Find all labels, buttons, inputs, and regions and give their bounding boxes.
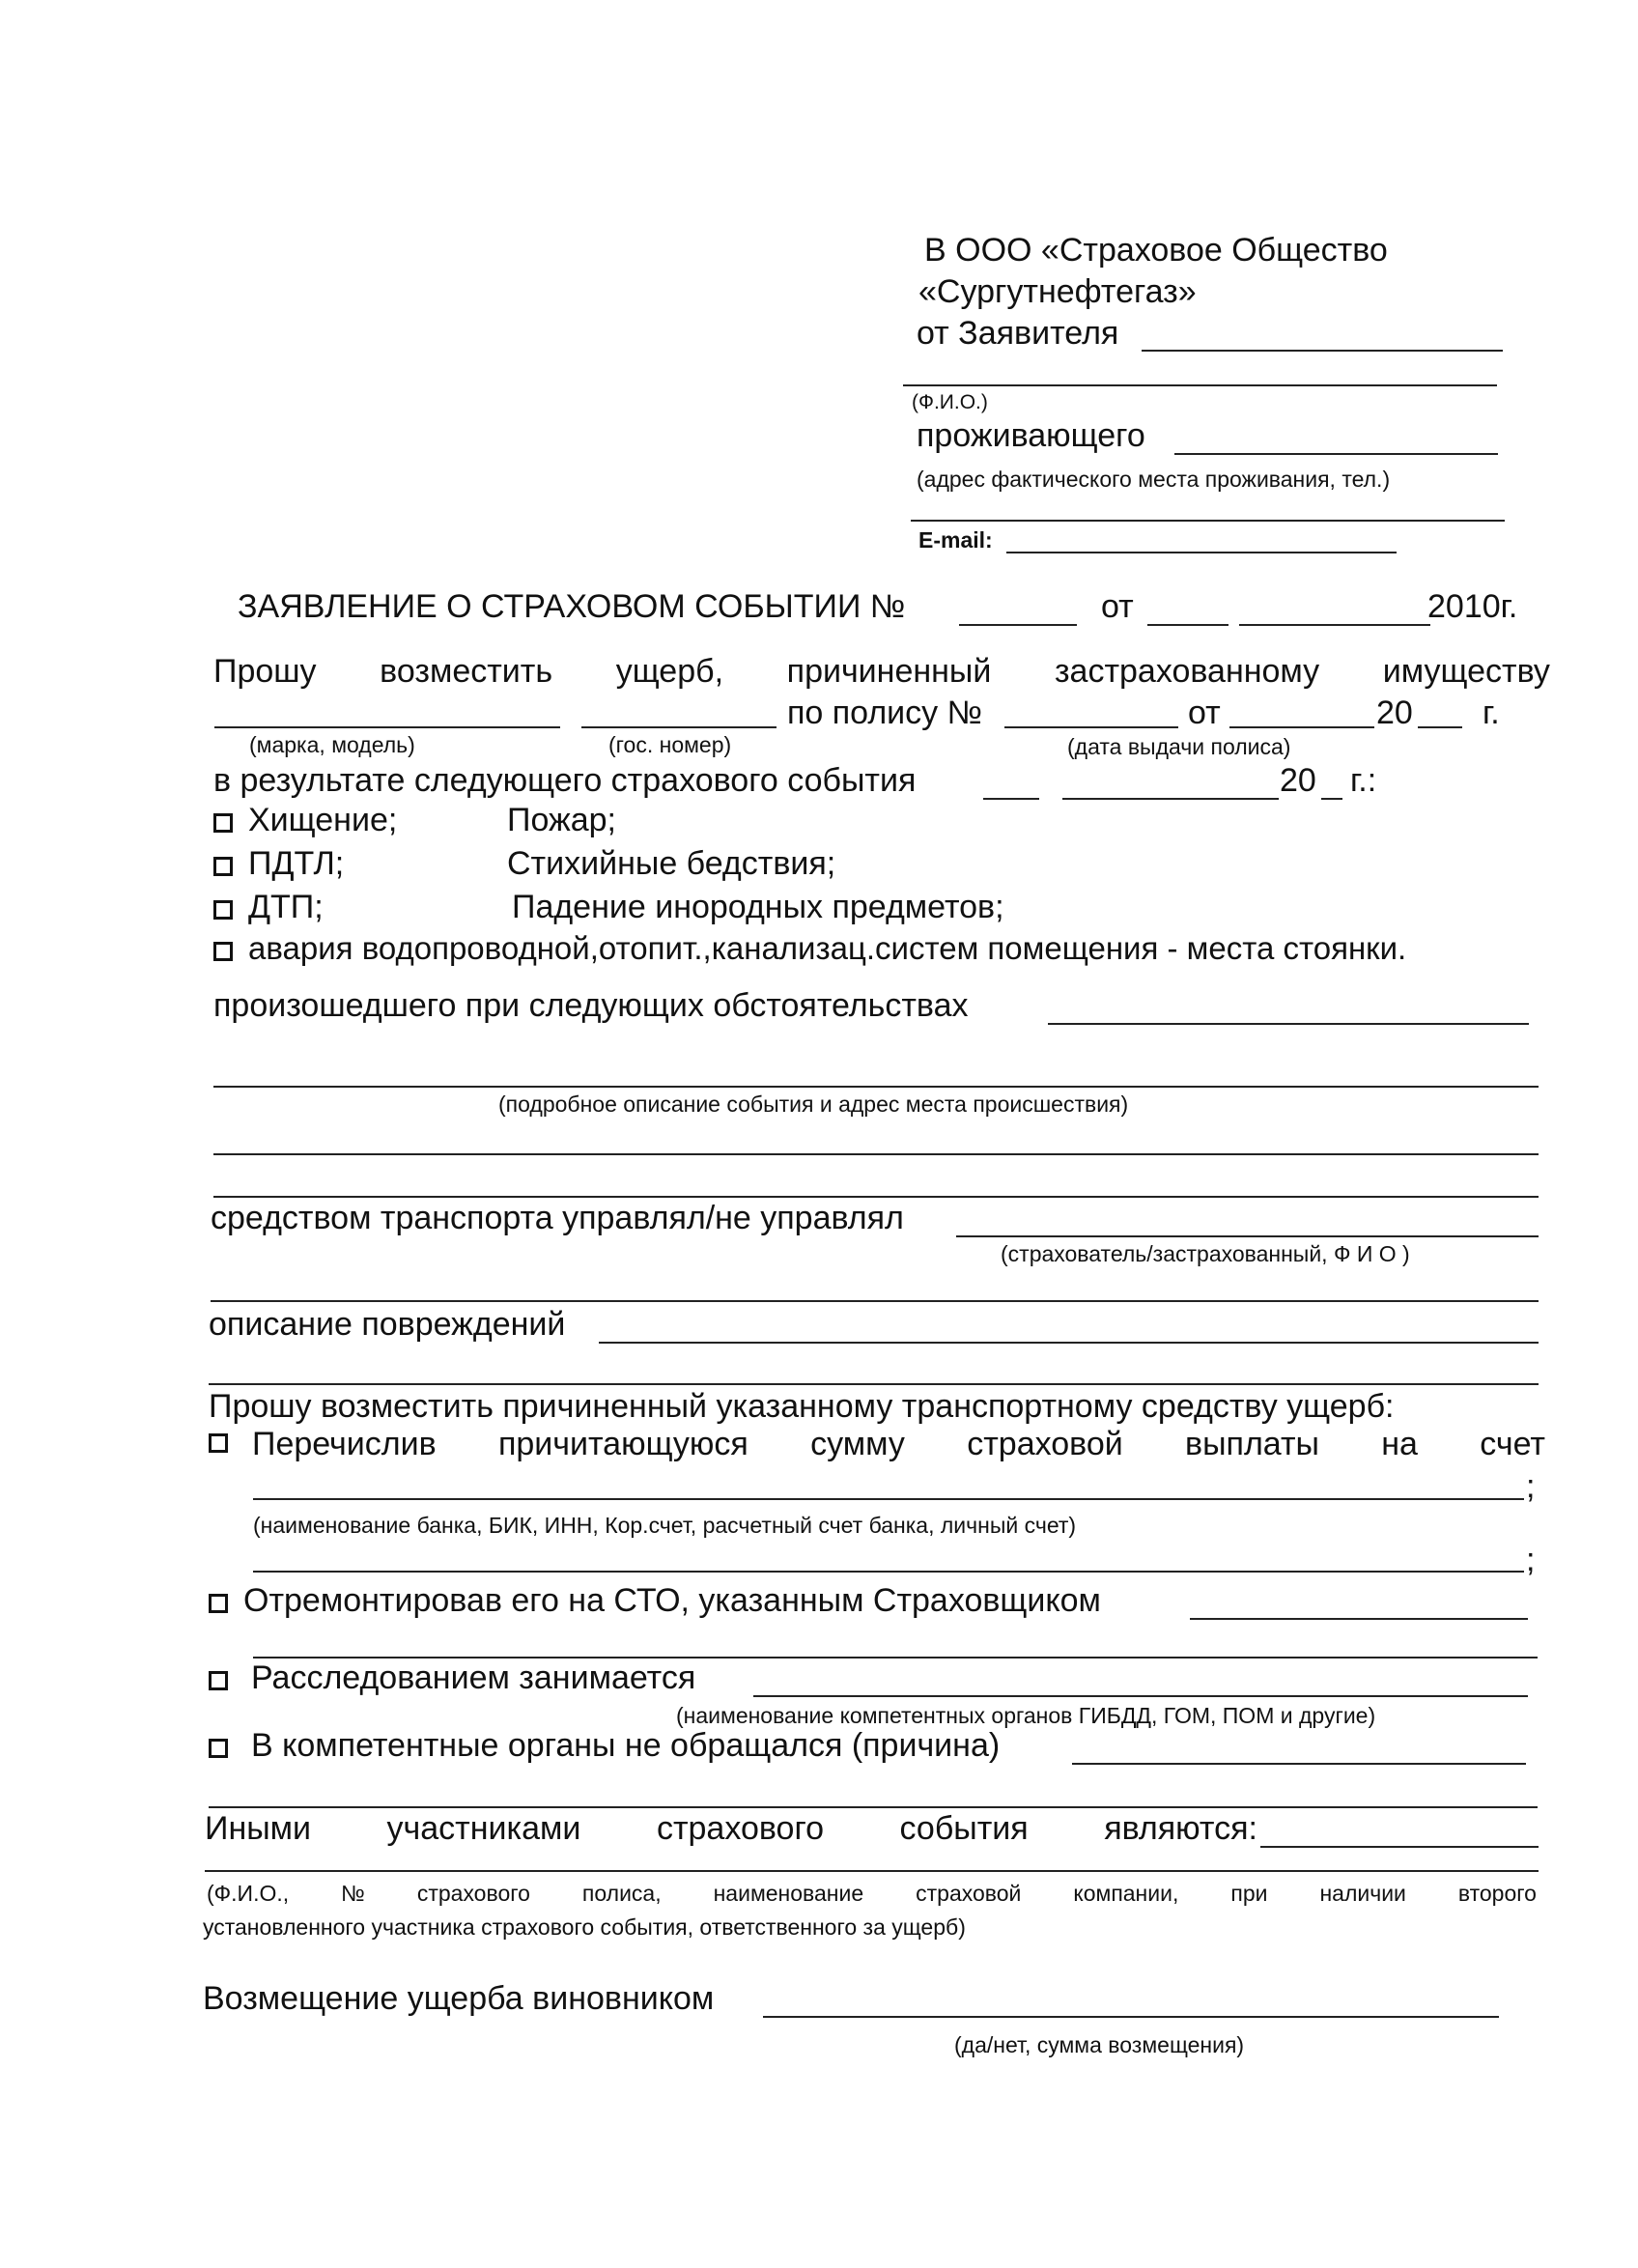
participants-word: события: [899, 1810, 1029, 1847]
participants-word: участниками: [386, 1810, 581, 1847]
applicant-name-field-2[interactable]: [903, 384, 1497, 386]
request-word: возместить: [380, 653, 553, 690]
bank-details-field[interactable]: [253, 1498, 1524, 1500]
checkbox-icon[interactable]: [209, 1594, 228, 1613]
damage-label: описание повреждений: [209, 1306, 566, 1343]
transfer-word: Перечислив: [252, 1426, 437, 1462]
compensation-heading: Прошу возместить причиненный указанному транспортному средству ущерб:: [209, 1388, 1395, 1425]
event-falling-label: Падение инородных предметов;: [512, 889, 1004, 925]
request-word: ущерб,: [615, 653, 724, 690]
culprit-field[interactable]: [763, 2016, 1499, 2018]
policy-year-prefix: 20: [1376, 695, 1413, 731]
policy-number-field[interactable]: [1004, 726, 1178, 728]
participants-hint-word: второго: [1457, 1881, 1537, 1906]
event-pipes-label: авария водопроводной,отопит.,канализац.систем помещения - места стоянки.: [248, 930, 1407, 966]
participants-hint-word: (Ф.И.О.,: [207, 1881, 290, 1906]
request-line: [213, 653, 1550, 691]
circumstances-label: произошедшего при следующих обстоятельствах: [213, 987, 969, 1024]
bank-details-field-2[interactable]: [253, 1571, 1524, 1573]
participants-line: [205, 1810, 1257, 1848]
residing-label: проживающего: [917, 417, 1145, 454]
participants-hint-word: наименование: [713, 1881, 864, 1906]
checkbox-icon[interactable]: [213, 942, 233, 961]
circumstances-line-2[interactable]: [213, 1086, 1539, 1088]
participants-hint-word: страхового: [416, 1881, 530, 1906]
investigation-hint: (наименование компетентных органов ГИБДД, ГОМ, ПОМ и другие): [676, 1703, 1376, 1728]
investigation-label: Расследованием занимается: [251, 1659, 696, 1696]
participants-hint-word: страховой: [916, 1881, 1022, 1906]
checkbox-icon[interactable]: [209, 1671, 228, 1690]
transfer-word: на: [1381, 1426, 1418, 1462]
investigation-field[interactable]: [753, 1695, 1528, 1697]
no-authorities-option[interactable]: [209, 1727, 1000, 1765]
vehicle-model-field[interactable]: [214, 726, 560, 728]
from-applicant-label: от Заявителя: [917, 315, 1119, 352]
transfer-word: причитающуюся: [497, 1426, 748, 1462]
policy-from: от: [1188, 695, 1221, 731]
event-day-field[interactable]: [983, 798, 1039, 800]
no-authorities-label: В компетентные органы не обращался (причина): [251, 1727, 1001, 1764]
event-label: в результате следующего страхового события: [213, 762, 917, 799]
event-theft-label: Хищение;: [248, 802, 398, 838]
driver-line-2[interactable]: [211, 1300, 1539, 1302]
culprit-label: Возмещение ущерба виновником: [203, 1980, 715, 2017]
policy-date-field[interactable]: [1229, 726, 1374, 728]
repair-field[interactable]: [1190, 1618, 1528, 1620]
participants-hint-word: компании,: [1073, 1881, 1179, 1906]
hint-plate: (гос. номер): [608, 732, 732, 757]
participants-word: Иными: [205, 1810, 312, 1847]
repair-label: Отремонтировав его на СТО, указанным Страховщиком: [243, 1582, 1101, 1619]
document-title: ЗАЯВЛЕНИЕ О СТРАХОВОМ СОБЫТИИ №: [238, 588, 906, 625]
investigation-option[interactable]: [209, 1659, 695, 1697]
participants-hint-word: №: [341, 1881, 365, 1906]
transfer-line: [252, 1426, 1545, 1463]
policy-year-suffix: г.: [1483, 695, 1500, 731]
hint-model: (марка, модель): [249, 732, 415, 757]
damage-line-2[interactable]: [209, 1383, 1539, 1385]
participants-hint-word: наличии: [1319, 1881, 1406, 1906]
address-field-2[interactable]: [911, 520, 1505, 522]
participants-word: страхового: [656, 1810, 825, 1847]
culprit-hint: (да/нет, сумма возмещения): [954, 2032, 1245, 2057]
event-pdtl-label: ПДТЛ;: [248, 845, 345, 882]
driver-field[interactable]: [956, 1235, 1539, 1237]
event-theft-option[interactable]: [213, 802, 397, 839]
claim-number-field[interactable]: [959, 624, 1077, 626]
bank-hint: (наименование банка, БИК, ИНН, Кор.счет, расчетный счет банка, личный счет): [253, 1513, 1077, 1538]
bank-semicolon-1: ;: [1526, 1468, 1536, 1505]
checkbox-icon[interactable]: [213, 813, 233, 833]
fio-hint: (Ф.И.О.): [912, 391, 988, 413]
circumstances-line-4[interactable]: [213, 1196, 1539, 1198]
event-pdtl-option[interactable]: [213, 845, 344, 883]
bank-semicolon-2: ;: [1526, 1542, 1536, 1578]
repair-option[interactable]: [209, 1582, 1101, 1620]
participants-hint-line: [207, 1881, 1537, 1907]
checkbox-icon[interactable]: [209, 1739, 228, 1758]
circumstances-line-3[interactable]: [213, 1153, 1539, 1155]
checkbox-icon[interactable]: [209, 1433, 228, 1453]
policy-year-field[interactable]: [1418, 726, 1462, 728]
circumstances-hint: (подробное описание события и адрес места происшествия): [498, 1091, 1129, 1117]
no-authorities-field-2[interactable]: [209, 1806, 1538, 1808]
participants-field[interactable]: [1260, 1846, 1539, 1848]
applicant-name-field[interactable]: [1142, 350, 1503, 352]
participants-word: являются:: [1104, 1810, 1257, 1847]
address-hint: (адрес фактического места проживания, тел.): [917, 467, 1391, 492]
driver-hint: (страхователь/застрахованный, Ф И О ): [1001, 1241, 1410, 1266]
address-field[interactable]: [1174, 453, 1498, 455]
event-month-field[interactable]: [1062, 798, 1279, 800]
checkbox-icon[interactable]: [213, 900, 233, 920]
plate-number-field[interactable]: [581, 726, 777, 728]
request-word: Прошу: [213, 653, 317, 690]
addressee-line-2: «Сургутнефтегаз»: [918, 273, 1197, 310]
participants-hint-word: полиса,: [581, 1881, 662, 1906]
addressee-line-1: В ООО «Страховое Общество: [924, 232, 1388, 269]
event-dtp-label: ДТП;: [248, 889, 324, 925]
driver-label: средством транспорта управлял/не управлял: [211, 1200, 904, 1236]
event-dtp-option[interactable]: [213, 889, 324, 926]
email-field[interactable]: [1006, 552, 1397, 553]
transfer-word: счет: [1480, 1426, 1545, 1462]
repair-field-2[interactable]: [253, 1657, 1538, 1658]
participants-field-2[interactable]: [205, 1870, 1539, 1872]
transfer-word: страховой: [967, 1426, 1123, 1462]
policy-label: по полису №: [787, 695, 983, 731]
claim-month-field[interactable]: [1239, 624, 1430, 626]
event-fire-label: Пожар;: [507, 802, 616, 838]
transfer-word: сумму: [810, 1426, 905, 1462]
circumstances-field[interactable]: [1048, 1023, 1529, 1025]
request-word: причиненный: [786, 653, 992, 690]
request-word: застрахованному: [1054, 653, 1320, 690]
claim-day-field[interactable]: [1147, 624, 1228, 626]
no-authorities-field[interactable]: [1072, 1763, 1526, 1765]
event-year-field[interactable]: [1321, 798, 1342, 800]
checkbox-icon[interactable]: [213, 857, 233, 876]
event-year-suffix: г.:: [1350, 762, 1377, 799]
event-year-prefix: 20: [1280, 762, 1316, 799]
email-label: E-mail:: [918, 527, 993, 553]
hint-policy-date: (дата выдачи полиса): [1067, 734, 1291, 759]
participants-hint-2: установленного участника страхового события, ответственного за ущерб): [203, 1914, 966, 1940]
request-word: имуществу: [1382, 653, 1550, 690]
event-disaster-label: Стихийные бедствия;: [507, 845, 836, 882]
title-year: 2010г.: [1427, 588, 1518, 625]
damage-field[interactable]: [599, 1342, 1539, 1344]
participants-hint-word: при: [1230, 1881, 1268, 1906]
transfer-word: выплаты: [1185, 1426, 1319, 1462]
event-pipes-option[interactable]: [213, 930, 1406, 967]
title-from: от: [1101, 588, 1134, 625]
